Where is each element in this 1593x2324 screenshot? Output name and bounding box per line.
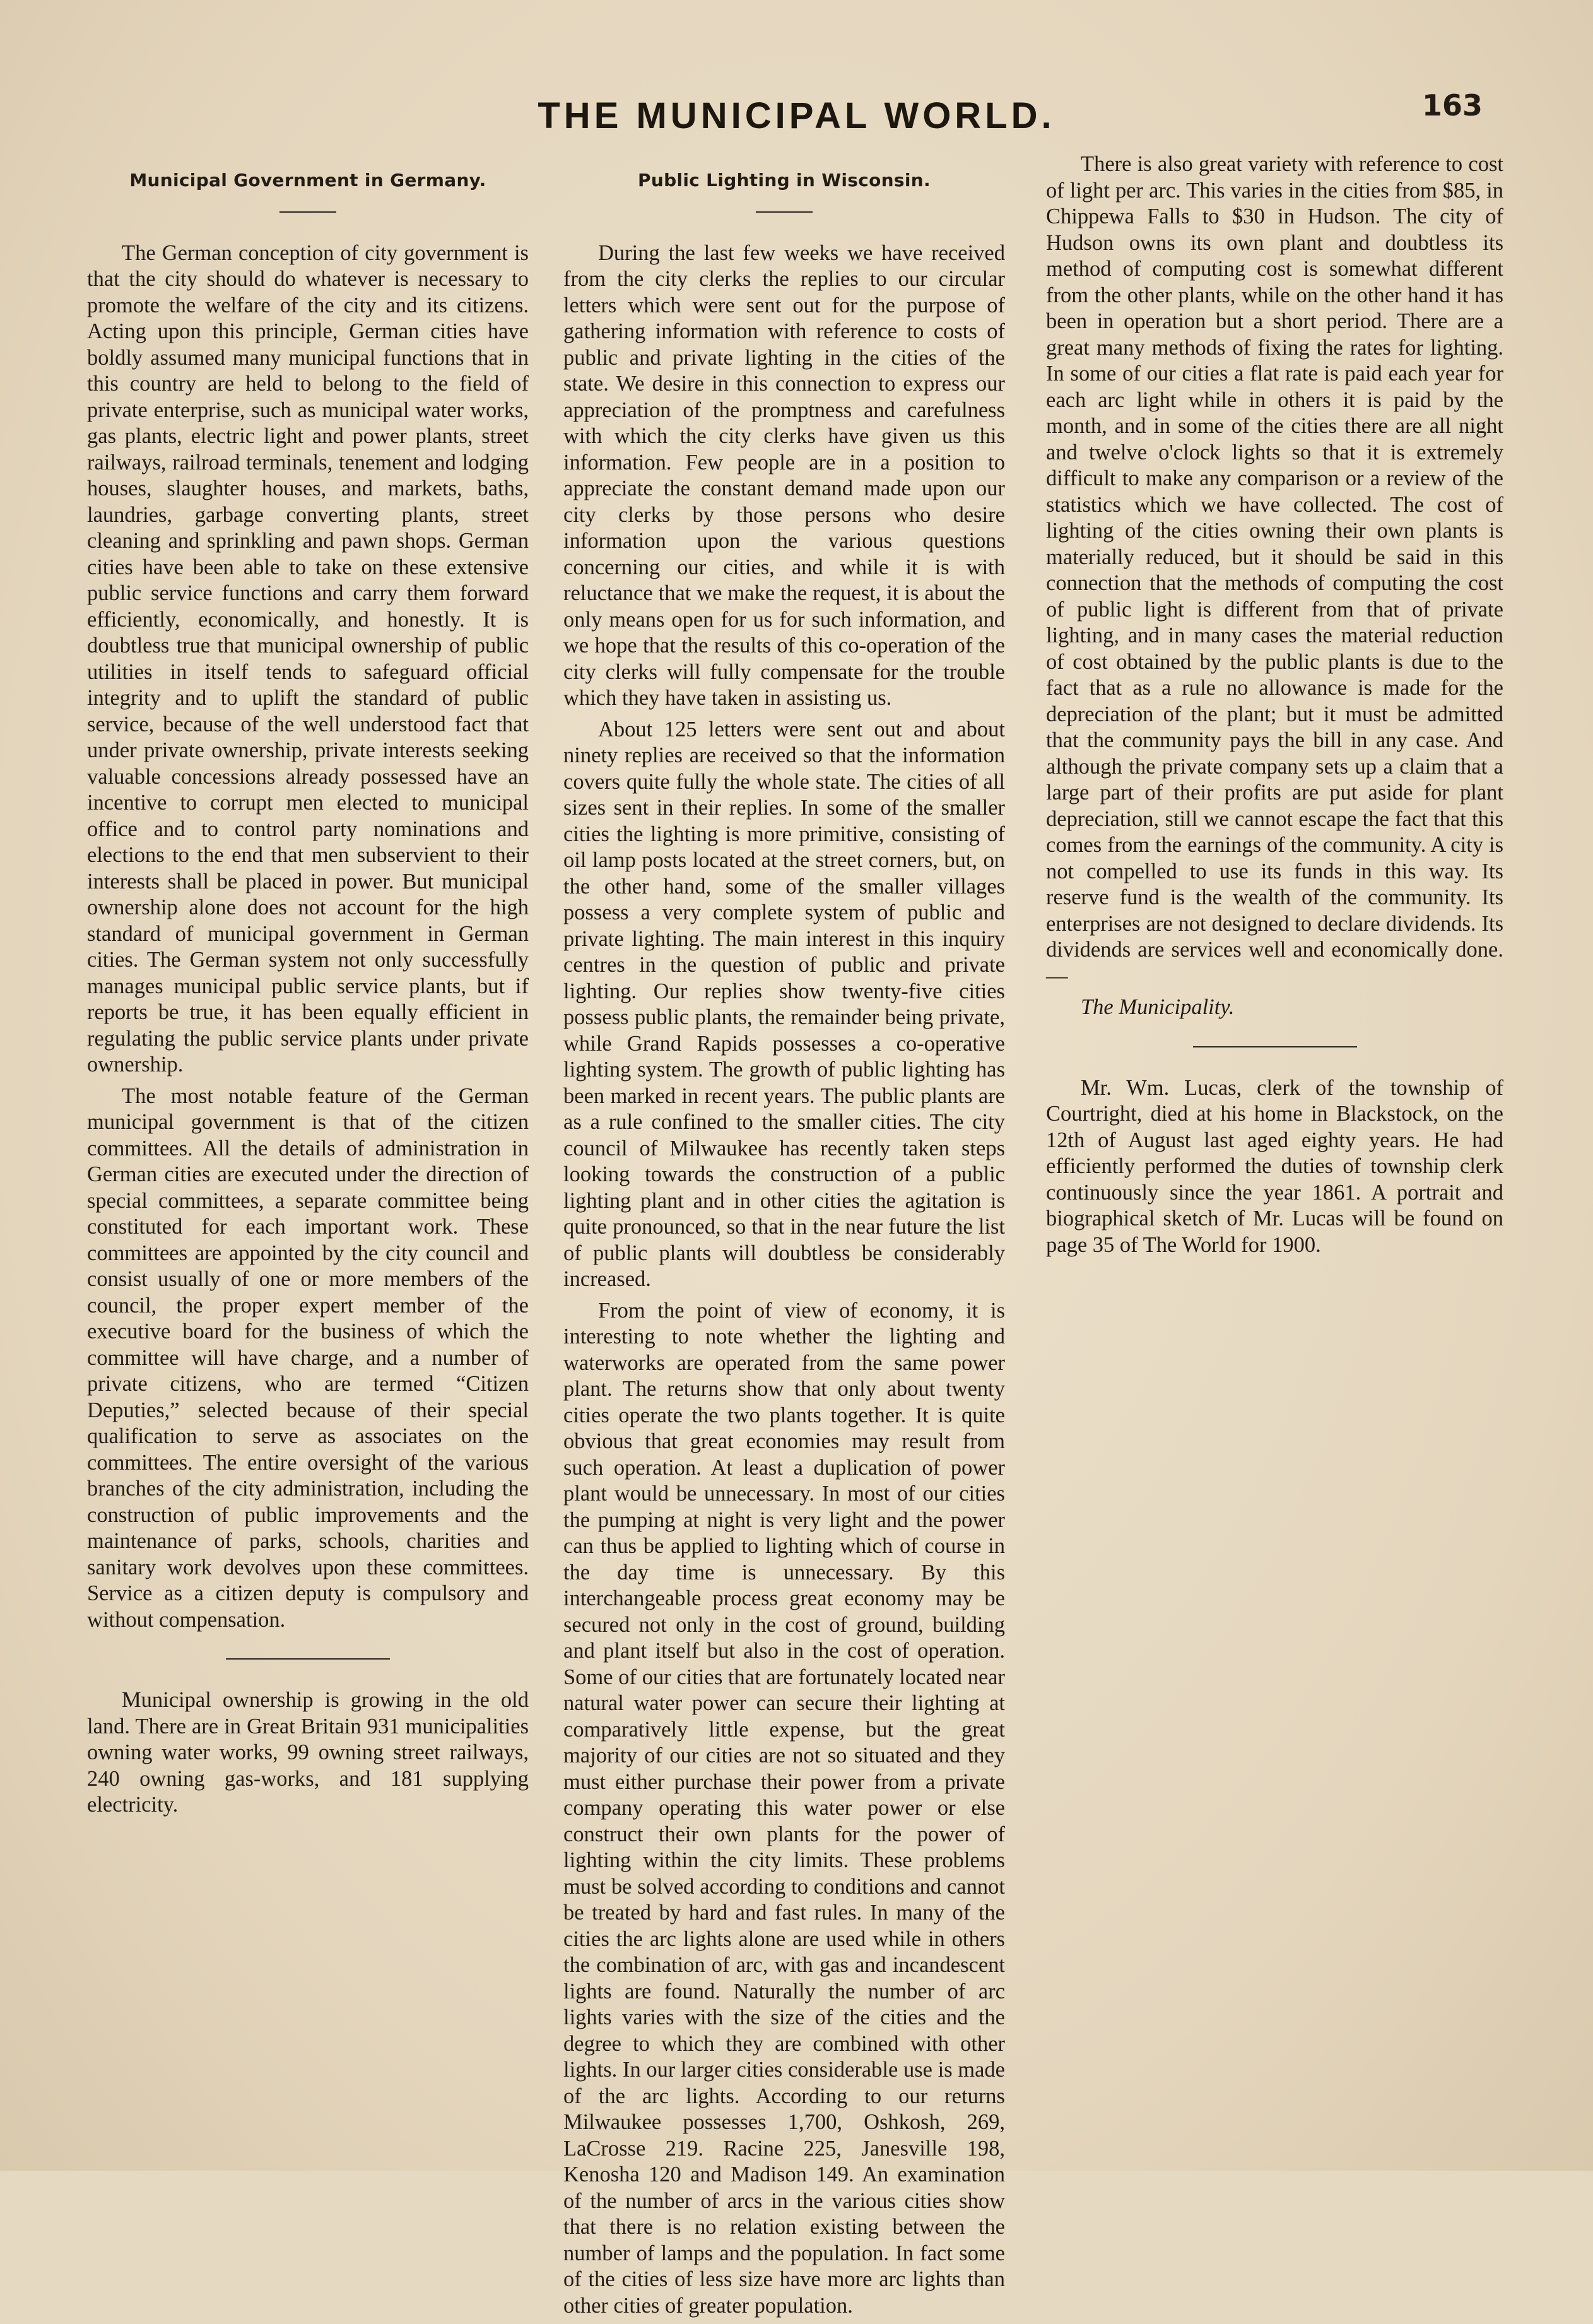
britain-note: Municipal ownership is growing in the old land. There are in Great Britain 931 municipalities owning water works, 99 owning street railways, 240 owning gas-works, and 181 supplying electricity. [87, 1688, 529, 1817]
wisconsin-paragraph-3: From the point of view of economy, it is interesting to note whether the lighting and waterworks are operated from the same power plant. The returns show that only about twenty cities operate the two plants together. It is quite obvious that great economies may result from such operation. At least a duplication of power plant would be unnecessary. In most of our cities the pumping at night is very light and the power can thus be applied to lighting which of course in the day time is unnecessary. By this interchangeable process great economy may be secured not only in the cost of ground, building and plant itself but also in the cost of operation. Some of our cities that are fortunately located near natural water power can secure their lighting at comparatively little expense, but the great majority of our cities are not so situated and they must either purchase their power from a private company operating this water power or else construct their own plants for the power of lighting within the city limits. These problems must be solved according to conditions and cannot be treated by hard and fast rules. In many of the cities the arc lights alone are used while in others the combination of arc, with gas and incandescent lights are found. Naturally the number of arc lights varies with the size of the cities and the degree to which they are combined with other lights. In our larger cities considerable use is made of the arc lights. According to our returns Milwaukee possesses 1,700, Oshkosh, 269, LaCrosse 219. Racine 225, Janesville 198, Kenosha 120 and Madison 149. An examination of the number of arcs in the various cities show that there is no relation existing between the number of lamps and the population. In fact some of the cities of less size have more arc lights than other cities of greater population. [563, 1298, 1005, 2318]
title-rule [279, 211, 336, 213]
article-signature: The Municipality. [1081, 995, 1235, 1019]
germany-paragraph-2: The most notable feature of the German municipal government is that of the citizen committees. All the details of administration in German cities are executed under the direction of special committees, a separate committee being constituted for each important work. These committees are appointed by the city council and consist usually of one or more members of the council, the proper expert member of the executive board for the business of which the committee will have charge, and a number of private citizens, who are termed “Citizen Deputies,” selected because of their special qualification to serve as associates on the committees. The entire oversight of the various branches of the city administration, including the construction of public improvements and the maintenance of parks, schools, charities and sanitary work devolves upon these committees. Service as a citizen deputy is compulsory and without compensation. [87, 1083, 529, 1632]
section-divider [226, 1658, 390, 1660]
column-right [1046, 151, 1503, 1263]
column-middle [563, 167, 1005, 2324]
page-number: 163 [1421, 88, 1483, 122]
publication-title: THE MUNICIPAL WORLD. [538, 95, 1055, 136]
article-title-germany: Municipal Government in Germany. [129, 170, 486, 191]
wisconsin-paragraph-1: During the last few weeks we have received from the city clerks the replies to our circular letters which were sent out for the purpose of gathering information with reference to costs of public and private lighting in the cities of the state. We desire in this connection to express our appreciation of the promptness and carefulness with which the city clerks have given us this information. Few people are in a position to appreciate the constant demand made upon our city clerks by those persons who desire information upon the various questions concerning our cities, and while it is with reluctance that we make the request, it is about the only means open for us for such information, and we hope that the results of this co-operation of the city clerks will fully compensate for the trouble which they have taken in assisting us. [563, 240, 1005, 710]
germany-paragraph-1: The German conception of city government is that the city should do whatever is necessary to promote the welfare of the city and its citizens. Acting upon this principle, German cities have boldly assumed many municipal functions that in this country are held to belong to the field of private enterprise, such as municipal water works, gas plants, electric light and power plants, street railways, railroad terminals, tenement and lodging houses, slaughter houses, and markets, baths, laundries, garbage converting plants, street cleaning and sprinkling and pawn shops. German cities have been able to take on these extensive public service functions and carry them forward efficiently, economically, and honestly. It is doubtless true that municipal ownership of public utilities in itself tends to safeguard official integrity and to uplift the standard of public service, because of the well understood fact that under private ownership, private interests seeking valuable concessions already possessed have an incentive to corrupt men elected to municipal office and to control party nominations and elections to the end that men subservient to their interests shall be placed in power. But municipal ownership alone does not account for the high standard of municipal government in German cities. The German system not only successfully manages municipal public service plants, but if reports be true, it has been equally efficient in regulating the public service plants under private ownership. [87, 240, 529, 1076]
section-divider [1193, 1046, 1357, 1047]
wisconsin-paragraph-4: There is also great variety with reference to cost of light per arc. This varies in the cities from $85, in Chippewa Falls to $30 in Hudson. The city of Hudson owns its own plant and doubtless its method of computing cost is somewhat different from the other plants, while on the other hand it has been in operation but a short period. There are a great many methods of fixing the rates for lighting. In some of our cities a flat rate is paid each year for each arc light while in others it is paid by the month, and in some of the cities there are all night and twelve o'clock lights so that it is extremely difficult to make any comparison or a review of the statistics which we have collected. The cost of lighting of the cities owning their own plants is materially reduced, but it should be said in this connection that the methods of computing the cost of public light is different from that of private lighting, and in many cases the material reduction of cost obtained by the public plants is due to the fact that as a rule no allowance is made for the depreciation of the plant; but it must be admitted that the community pays the bill in any case. And although the private company sets up a claim that a large part of their profits are put aside for plant depreciation, still we cannot escape the fact that this comes from the earnings of the community. A city is not compelled to use its funds in this way. Its reserve fund is the wealth of the community. Its enterprises are not designed to declare dividends. Its dividends are services well and economically done.— [1046, 152, 1503, 988]
lucas-note: Mr. Wm. Lucas, clerk of the township of Courtright, died at his home in Blackstock, on the 12th of August last aged eighty years. He had efficiently performed the duties of township clerk continuously since the year 1861. A portrait and biographical sketch of Mr. Lucas will be found on page 35 of The World for 1900. [1046, 1075, 1503, 1257]
title-rule [756, 211, 813, 213]
wisconsin-paragraph-2: About 125 letters were sent out and about ninety replies are received so that the information covers quite fully the whole state. The cities of all sizes sent in their replies. In some of the smaller cities the lighting is more primitive, consisting of oil lamp posts located at the street corners, but, on the other hand, some of the smaller villages possess a very complete system of public and private lighting. The main interest in this inquiry centres in the question of public and private lighting. Our replies show twenty-five cities possess public plants, the remainder being private, while Grand Rapids possesses a co-operative lighting system. The growth of public lighting has been marked in recent years. The public plants are as a rule confined to the smaller cities. The city council of Milwaukee has recently taken steps looking towards the construction of a public lighting plant and in other cities the agitation is quite pronounced, so that in the near future the list of public plants will doubtless be considerably increased. [563, 717, 1005, 1291]
masthead [0, 88, 1593, 145]
article-title-wisconsin: Public Lighting in Wisconsin. [638, 170, 931, 191]
column-left [87, 167, 529, 1824]
